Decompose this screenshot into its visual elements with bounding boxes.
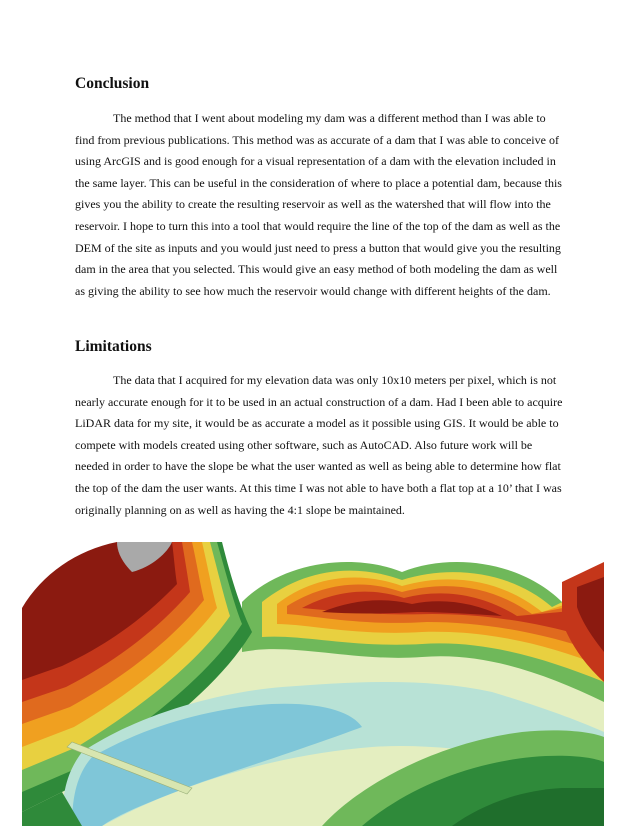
dam-terrain-figure xyxy=(22,542,604,826)
limitations-heading: Limitations xyxy=(75,338,152,355)
conclusion-paragraph: The method that I went about modeling my dam was a different method than I was able to find from previous publications. This method was as accurate of a dam that I was able to conceive of using ArcGIS and is good enough for a visual representation of a dam with the elevation included in the same layer. This can be useful in the consideration of where to place a potential dam, because this gives you the ability to create the resulting reservoir as well as the watershed that will flow into the reservoir. I hope to turn this into a tool that would require the line of the top of the dam as well as the DEM of the site as inputs and you would just need to press a button that would give you the resulting dam in the area that you selected. This would give an easy method of both modeling the dam as well as giving the ability to see how much the reservoir would change with different heights of the dam. xyxy=(75,111,562,298)
conclusion-heading: Conclusion xyxy=(75,75,150,92)
limitations-paragraph: The data that I acquired for my elevation data was only 10x10 meters per pixel, which is not nearly accurate enough for it to be used in an actual construction of a dam. Had I been able to acquire LiDAR data for my site, it would be as accurate a model as it possible using GIS. It would be able to compete with models created using other software, such as AutoCAD. Also future work will be needed in order to have the slope be what the user wanted as well as being able to determine how flat the top of the dam the user wants. At this time I was not able to have both a flat top at a 10’ that I was originally planning on as well as having the 4:1 slope be maintained. xyxy=(75,373,563,517)
terrain-3d-render xyxy=(22,542,604,826)
